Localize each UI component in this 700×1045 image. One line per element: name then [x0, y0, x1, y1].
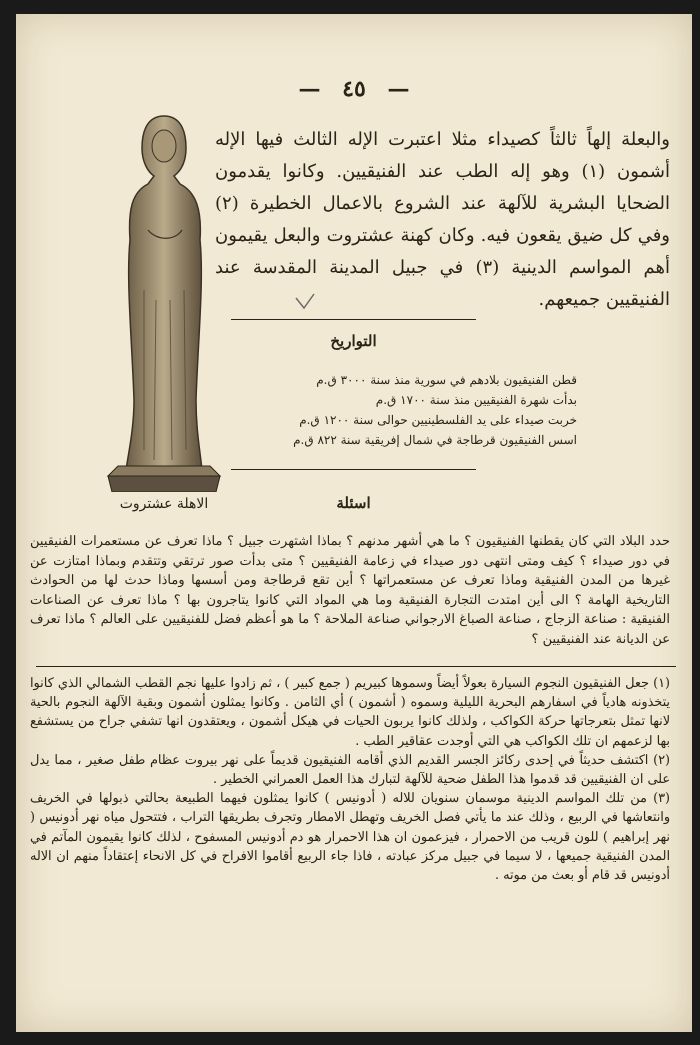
footnote-divider [36, 666, 676, 667]
questions-text: حدد البلاد التي كان يقطنها الفنيقيون ؟ ما هي أشهر مدنهم ؟ بماذا اشتهرت جبيل ؟ ماذا تعرف عن مستعمرات الفنيقيين في دور صيداء ؟ كيف ومتى انتهى دور صيداء في زعامة الفنيقيين ؟ متى بدأت صور ترتقي وتتقدم وبماذا امتازت عن غيرها من المدن الفنيقية وماذا تعرف عن مستعمراتها ؟ أين تقع قرطاجة ومن أسسها وماذا حدث لها من الحوادث التاريخية الهامة ؟ الى أين امتدت التجارة الفنيقية وما هي المواد التي كانوا يتاجرون بها ؟ ماذا تعرف عن الصناعات الفنيقية : صناعة الزجاج ، صناعة الصباغ الارجواني صناعة الملاحة ؟ ما هو أعظم فضل للفنيقيين على العالم ؟ ماذا تعرف عن الديانة عند الفنيقيين ؟ [30, 534, 670, 647]
timeline-item: قطن الفنيقيون بلادهم في سورية منذ سنة ٣٠٠٠ ق.م [316, 373, 577, 387]
book-page [16, 14, 692, 1032]
timeline-heading: التواريخ [330, 332, 377, 350]
questions-heading: اسئلة [336, 494, 371, 512]
main-paragraph: والبعلة إلهاً ثالثاً كصيداء مثلا اعتبرت الإله الثالث فيها الإله أشمون (١) وهو إله الطب عند الفنيقيين. وكانوا يقدمون الضحايا البشرية للآلهة عند الشروع بالاعمال الخطيرة (٢) وفي كل ضيق يقعون فيه. وكان كهنة عشتروت والبعل يقيمون أهم المواسم الدينية (٣) في جبيل المدينة المقدسة عند الفنيقيين جميعهم. [215, 129, 671, 310]
astarte-statue-image [104, 110, 224, 492]
pencil-checkmark-icon [294, 292, 316, 312]
divider-top [231, 319, 476, 320]
timeline-item: بدأت شهرة الفنيقيين منذ سنة ١٧٠٠ ق.م [375, 393, 577, 407]
timeline-item: اسس الفنيقيون قرطاجة في شمال إفريقية سنة ٨٢٢ ق.م [293, 433, 577, 447]
footnote-3: (٣) من تلك المواسم الدينية موسمان سنويان للاله ( أدونيس ) كانوا يمثلون فيهما الطبيعة بحالتي ذبولها في الخريف وانتعاشها في الربيع ، وذلك عند ما يأتي فصل الخريف وتهطل الامطار وتجرف بطريقها التراب ، فتتحول مياه نهر أدونيس ( نهر إبراهيم ) للون قريب من الاحمرار ، فيزعمون ان هذا الاحمرار هو دم أدونيس المسفوح ، لذلك كانوا يقيمون المآتم في المدن الفنيقية جميعها ، لا سيما في جبيل مركز عبادته ، فاذا جاء الربيع أقاموا الافراح في كل الانحاء إعتقاداً منهم ان الاله أدونيس قد قام أو بعث من موته . [30, 791, 670, 884]
footnote-1: (١) جعل الفنيقيون النجوم السيارة بعولاً أيضاً وسموها كبيريم ( جمع كبير ) ، ثم زادوا عليها نجم القطب الشمالي الذي كانوا يتخذونه هادياً في اسفارهم البحرية الليلية وسموه ( أشمون ) أي الثامن . وكانوا يمثلون أشمون وبقية الآلهة النجوم بالحية لانها تمثل بتعرجاتها حركة الكواكب ، ولذلك كانوا يربون الحيات في هيكل أشمون ، ويعتقدون انها تشفي جراح من يستشفع بها لزعمهم ان تلك الكواكب هي التي أوجدت عقاقير الطب . [30, 676, 670, 749]
figure-caption: الاهلة عشتروت [119, 496, 209, 512]
divider-middle [231, 469, 476, 470]
timeline-list [237, 370, 577, 450]
page-number: — ٤٥ — [298, 76, 410, 102]
footnotes [30, 674, 670, 885]
timeline-item: خربت صيداء على يد الفلسطينيين حوالى سنة ١٢٠٠ ق.م [299, 413, 577, 427]
footnote-2: (٢) اكتشف حديثاً في إحدى ركائز الجسر القديم الذي أقامه الفنيقيون قديماً على نهر بيروت عظام طفل صغير ، مما يدل على ان الفنيقيين قد قدموا هذا الطفل ضحية للآلهة لتبارك هذا العمل العمراني الخطير . [30, 752, 670, 788]
